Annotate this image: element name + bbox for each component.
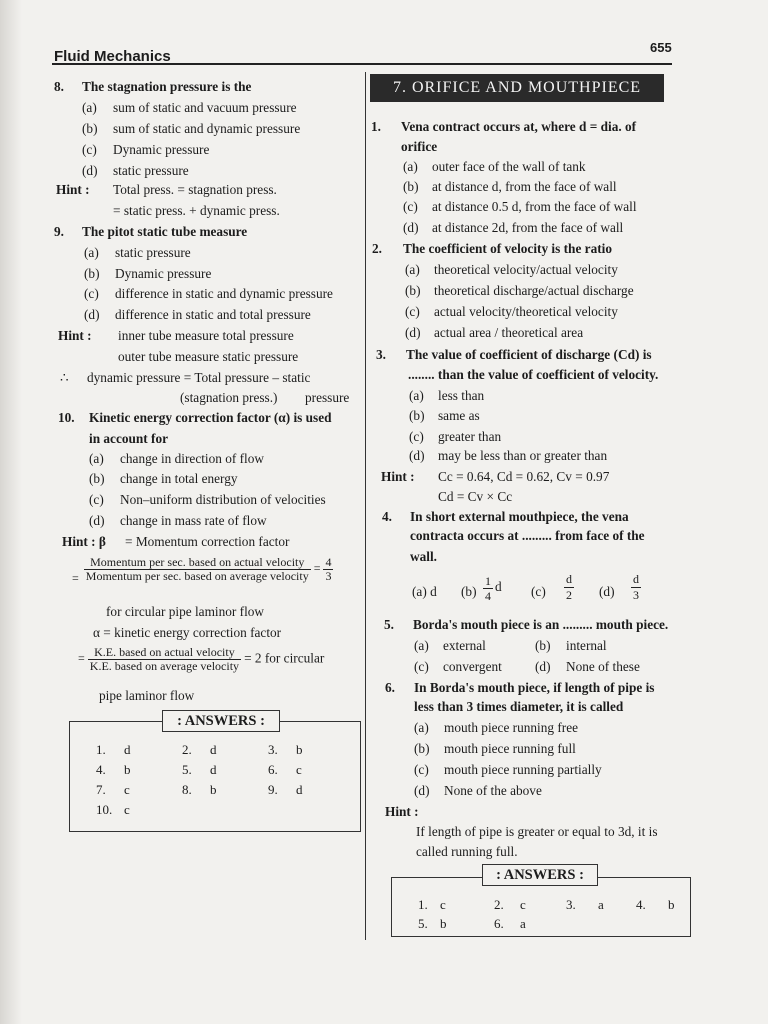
column-divider: [365, 72, 366, 940]
option-text: Non–uniform distribution of velocities: [120, 492, 326, 507]
answers-title: : ANSWERS :: [162, 710, 280, 732]
option-text: less than: [438, 388, 485, 403]
answer-row: 7. c 8. b 9. d: [96, 782, 303, 797]
hint-label: Hint : β: [62, 534, 106, 549]
question-text: less than 3 times diameter, it is called: [414, 699, 624, 714]
question-number: 3.: [376, 347, 386, 362]
option-label: (c): [84, 286, 99, 301]
hint-text: = static press. + dynamic press.: [113, 203, 280, 218]
option-label: (c): [531, 584, 546, 599]
question-text: orifice: [401, 139, 438, 154]
option-text: greater than: [438, 429, 502, 444]
option-text: static pressure: [113, 163, 189, 178]
option-text: may be less than or greater than: [438, 448, 608, 463]
option-label: (d): [82, 163, 98, 178]
fraction-numerator: Momentum per sec. based on actual velocity: [84, 556, 311, 570]
hint-text: α = kinetic energy correction factor: [93, 625, 282, 640]
answer-row: 4. b 5. d 6. c: [96, 762, 302, 777]
hint-label: Hint :: [385, 804, 419, 819]
option-text: change in direction of flow: [120, 451, 264, 466]
option-text: None of the above: [444, 783, 542, 798]
hint-text: pipe laminor flow: [99, 688, 195, 703]
hint-text: Total press. = stagnation press.: [113, 182, 277, 197]
question-text: Borda's mouth piece is an ......... mouth piece.: [413, 617, 669, 632]
section-title: 7. ORIFICE AND MOUTHPIECE: [370, 74, 664, 102]
ke-fraction: = K.E. based on actual velocity K.E. based on average velocity = 2 for circular: [78, 645, 325, 673]
option-label: (d): [414, 783, 430, 798]
option-label: (b): [89, 471, 105, 486]
option-text: actual area / theoretical area: [434, 325, 584, 340]
option-label: (d): [535, 659, 551, 674]
answer-row: 10. c: [96, 802, 130, 817]
running-header-title: Fluid Mechanics: [54, 48, 171, 65]
hint-text: Cd = Cv × Cc: [438, 489, 513, 504]
hint-text: Cc = 0.64, Cd = 0.62, Cv = 0.97: [438, 469, 610, 484]
option-label: (d): [409, 448, 425, 463]
option-text: outer face of the wall of tank: [432, 159, 586, 174]
option-label: (d): [84, 307, 100, 322]
page-edge-shadow: [0, 0, 22, 1024]
fraction-numerator: d: [633, 572, 639, 586]
question-number: 4.: [382, 509, 392, 524]
option-label: (a): [403, 159, 418, 174]
option-label: (a): [414, 638, 429, 653]
option-label: (a): [414, 720, 429, 735]
option-label: (d): [405, 325, 421, 340]
option-label: (d): [599, 584, 615, 599]
hint-label: Hint :: [58, 328, 92, 343]
option-text: convergent: [443, 659, 502, 674]
option-label: (b): [461, 584, 477, 599]
option-text: at distance 0.5 d, from the face of wall: [432, 199, 637, 214]
question-number: 9.: [54, 224, 64, 239]
question-number: 8.: [54, 79, 64, 94]
option-label: (a): [409, 388, 424, 403]
option-text: mouth piece running partially: [444, 762, 602, 777]
option-text: change in mass rate of flow: [120, 513, 267, 528]
option-text: difference in static and dynamic pressure: [115, 286, 333, 301]
option-label: (a): [405, 262, 420, 277]
hint-text: inner tube measure total pressure: [118, 328, 294, 343]
fraction-denominator: 4: [485, 589, 491, 603]
question-text: In Borda's mouth piece, if length of pipe is: [414, 680, 655, 695]
option-label: (c): [405, 304, 420, 319]
momentum-fraction: = Momentum per sec. based on actual velocity Momentum per sec. based on average velocity = $\frac{4}{3}$: [72, 555, 332, 586]
option-label: (c): [414, 659, 429, 674]
question-text: The coefficient of velocity is the ratio: [403, 241, 612, 256]
fraction-denominator: 3: [325, 569, 332, 583]
option-label: (b): [84, 266, 100, 281]
option-label: (b): [82, 121, 98, 136]
option-a: (a) d: [412, 584, 437, 599]
question-number: 1.: [371, 119, 381, 134]
question-text: The value of coefficient of discharge (Cd) is: [406, 347, 652, 362]
option-b-fraction: $\frac{1}{4}$ d: [485, 574, 502, 603]
fraction-tail: = 2 for circular: [244, 650, 325, 666]
hint-text: for circular pipe laminor flow: [106, 604, 265, 619]
answer-row: 1. c 2. c 3. a 4. b: [418, 897, 675, 912]
option-label: (c): [409, 429, 424, 444]
answer-row: 5. b 6. a: [418, 916, 526, 931]
hint-text: outer tube measure static pressure: [118, 349, 299, 364]
option-c-fraction: [564, 572, 574, 603]
option-label: (b): [405, 283, 421, 298]
question-text: wall.: [410, 549, 437, 564]
question-text: The pitot static tube measure: [82, 224, 248, 239]
question-text: The stagnation pressure is the: [82, 79, 252, 94]
hint-text: called running full.: [416, 844, 518, 859]
question-text: In short external mouthpiece, the vena: [410, 509, 629, 524]
fraction-denominator: 2: [566, 588, 572, 602]
option-label: (a): [89, 451, 104, 466]
fraction-numerator: K.E. based on actual velocity: [88, 646, 241, 660]
fraction-numerator: d: [566, 572, 572, 586]
question-text: Kinetic energy correction factor (α) is used: [89, 410, 332, 425]
option-text: difference in static and total pressure: [115, 307, 311, 322]
hint-text: = Momentum correction factor: [125, 534, 290, 549]
option-text: external: [443, 638, 486, 653]
hint-label: Hint :: [56, 182, 90, 197]
question-text: contracta occurs at ......... from face of the: [410, 528, 645, 543]
option-text: Dynamic pressure: [113, 142, 210, 157]
option-text: theoretical velocity/actual velocity: [434, 262, 618, 277]
option-text: internal: [566, 638, 607, 653]
fraction-denominator: 3: [633, 588, 639, 602]
option-label: (b): [535, 638, 551, 653]
question-number: 6.: [385, 680, 395, 695]
option-d-fraction: [631, 572, 641, 603]
option-text: None of these: [566, 659, 640, 674]
answers-title: : ANSWERS :: [482, 864, 598, 886]
option-label: (c): [89, 492, 104, 507]
option-text: static pressure: [115, 245, 191, 260]
option-text: sum of static and vacuum pressure: [113, 100, 297, 115]
hint-label: Hint :: [381, 469, 415, 484]
hint-text: If length of pipe is greater or equal to 3d, it is: [416, 824, 658, 839]
hint-text: pressure: [305, 390, 350, 405]
fraction-numerator: 4: [325, 555, 332, 569]
option-label: (c): [403, 199, 418, 214]
question-text: Vena contract occurs at, where d = dia. of: [401, 119, 637, 134]
question-number: 10.: [58, 410, 75, 425]
fraction-numerator: 1: [485, 574, 491, 588]
option-label: (d): [89, 513, 105, 528]
header-rule: [52, 63, 672, 65]
option-text: at distance 2d, from the face of wall: [432, 220, 624, 235]
option-label: (c): [82, 142, 97, 157]
option-text: mouth piece running full: [444, 741, 576, 756]
option-label: (d): [403, 220, 419, 235]
question-text: ........ than the value of coefficient of velocity.: [408, 367, 659, 382]
option-label: (b): [409, 408, 425, 423]
option-text: same as: [438, 408, 480, 423]
option-label: (a): [84, 245, 99, 260]
option-text: actual velocity/theoretical velocity: [434, 304, 618, 319]
option-text: theoretical discharge/actual discharge: [434, 283, 634, 298]
page-number: 655: [650, 40, 672, 55]
hint-text: dynamic pressure = Total pressure – static: [87, 370, 311, 385]
question-text: in account for: [89, 431, 169, 446]
question-number: 2.: [372, 241, 382, 256]
option-label: (b): [403, 179, 419, 194]
answer-row: 1. d 2. d 3. b: [96, 742, 303, 757]
option-text: at distance d, from the face of wall: [432, 179, 617, 194]
hint-text: (stagnation press.): [180, 390, 278, 405]
option-label: (a): [82, 100, 97, 115]
option-text: Dynamic pressure: [115, 266, 212, 281]
option-text: mouth piece running free: [444, 720, 579, 735]
option-label: (c): [414, 762, 429, 777]
question-number: 5.: [384, 617, 394, 632]
option-text: change in total energy: [120, 471, 238, 486]
therefore-symbol: ∴: [60, 370, 69, 385]
fraction-denominator: K.E. based on average velocity: [89, 659, 240, 673]
fraction-denominator: Momentum per sec. based on average velocity: [85, 569, 309, 583]
option-label: (b): [414, 741, 430, 756]
option-text: sum of static and dynamic pressure: [113, 121, 301, 136]
